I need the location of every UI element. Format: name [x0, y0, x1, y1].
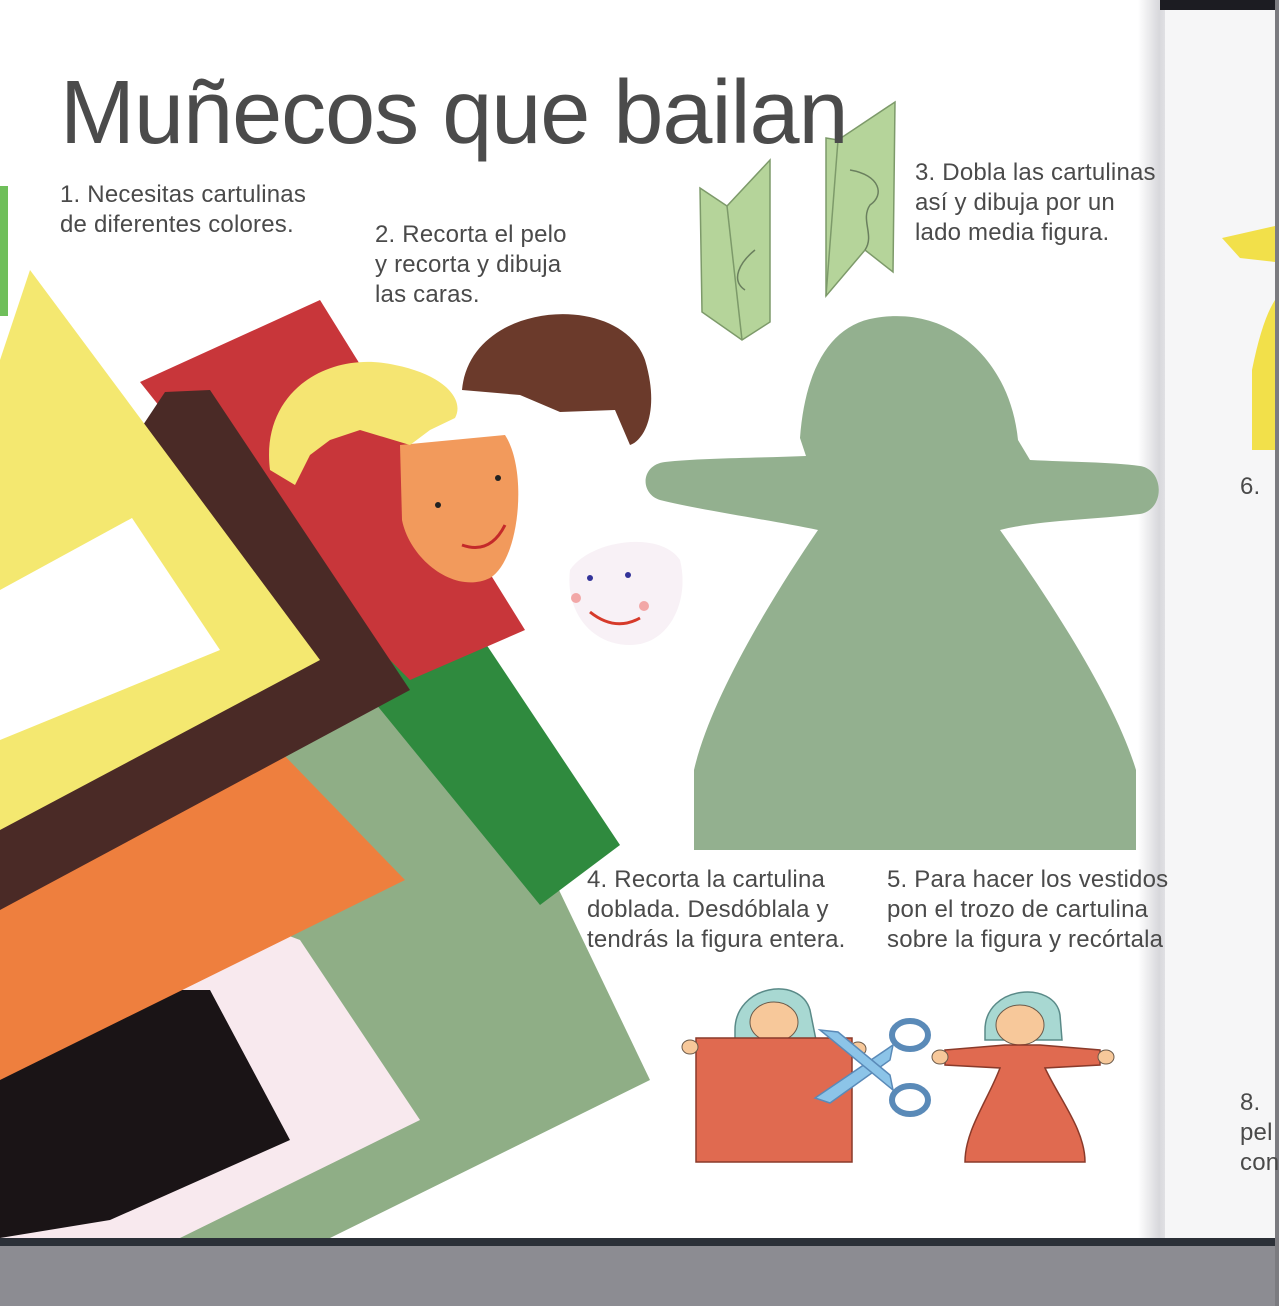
- step-3: [915, 158, 1158, 248]
- step-number: 4.: [587, 866, 608, 893]
- next-page-step-8: 8.: [1240, 1089, 1261, 1116]
- right-page: [1165, 0, 1275, 1238]
- next-page-line-2: con: [1240, 1149, 1279, 1176]
- step-4: [587, 865, 846, 955]
- step-number: 5.: [887, 866, 908, 893]
- next-page-line-1: pel: [1240, 1119, 1273, 1146]
- step-2: [375, 220, 567, 310]
- step-text: Recorta la cartulina doblada. Desdóblala y tendrás la figura entera.: [587, 866, 846, 953]
- step-text: Dobla las cartulinas así y dibuja por un lado media figura.: [915, 159, 1156, 246]
- step-text: Necesitas cartulinas de diferentes colores.: [60, 181, 307, 238]
- step-text: Para hacer los vestidos pon el trozo de cartulina sobre la figura y recórtala: [887, 866, 1169, 953]
- step-text: Recorta el pelo y recorta y dibuja las caras.: [375, 221, 567, 308]
- step-5: [887, 865, 1169, 955]
- step-1: [60, 180, 306, 240]
- page-title: Muñecos que bailan: [60, 63, 848, 163]
- step-number: 3.: [915, 159, 936, 186]
- step-number: 1.: [60, 181, 81, 208]
- next-page-step-6: 6.: [1240, 473, 1261, 500]
- step-number: 2.: [375, 221, 396, 248]
